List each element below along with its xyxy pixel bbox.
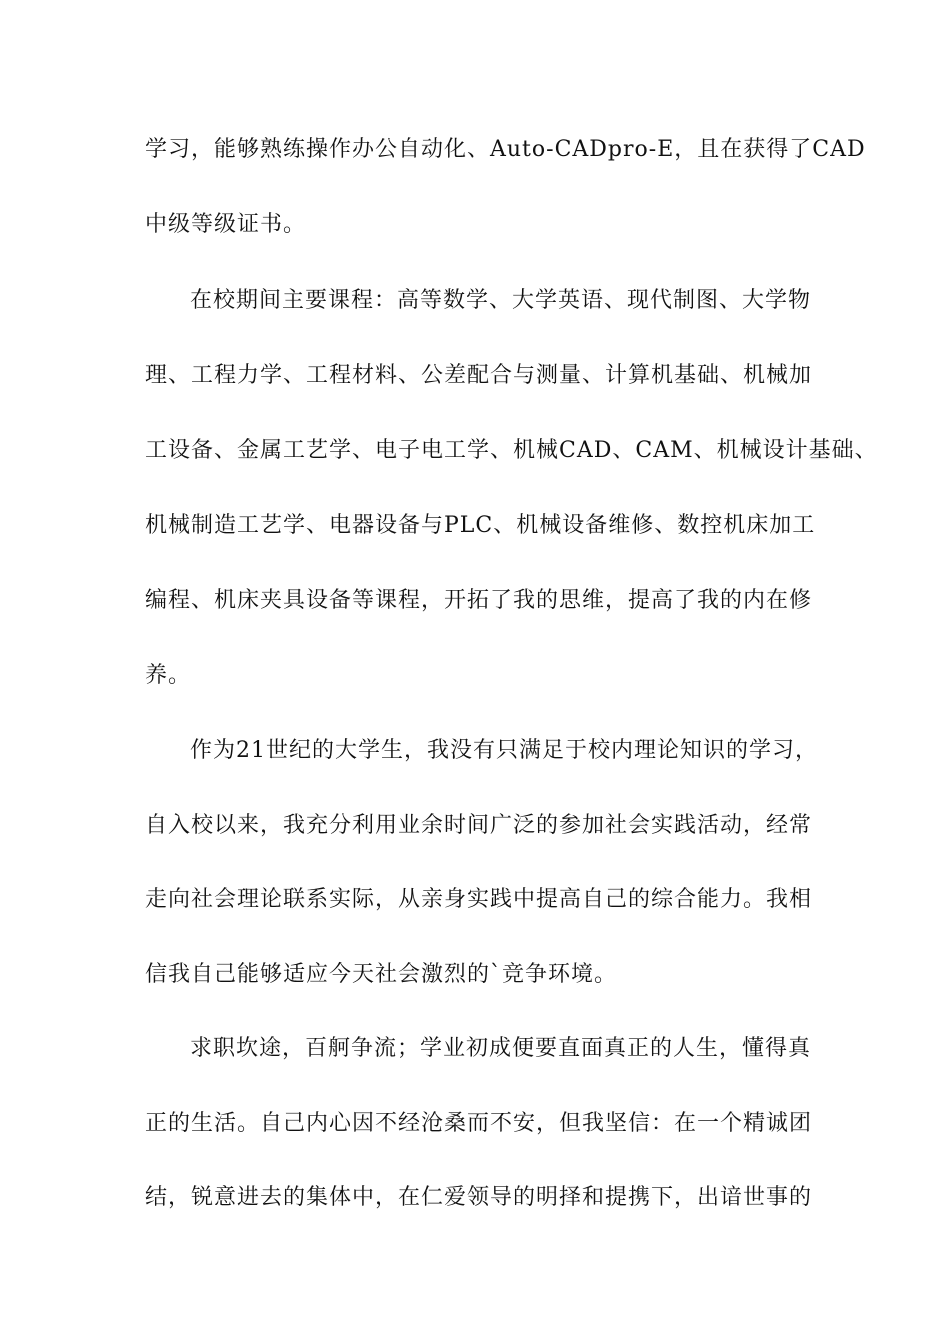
text-line-6: 机械制造工艺学、电器设备与PLC、机械设备维修、数控机床加工 (145, 513, 816, 538)
text-line-14: 正的生活。自己内心因不经沧桑而不安，但我坚信：在一个精诚团 (145, 1111, 813, 1136)
text-line-3: 在校期间主要课程：高等数学、大学英语、现代制图、大学物 (190, 288, 812, 313)
text-line-4: 理、工程力学、工程材料、公差配合与测量、计算机基础、机械加 (145, 363, 813, 388)
text-line-12: 信我自己能够适应今天社会激烈的`竞争环境。 (145, 962, 618, 987)
text-line-7: 编程、机床夹具设备等课程，开拓了我的思维，提高了我的内在修 (145, 588, 813, 613)
text-line-11: 走向社会理论联系实际，从亲身实践中提高自己的综合能力。我相 (145, 887, 813, 912)
text-line-8: 养。 (145, 663, 192, 688)
text-line-9: 作为21世纪的大学生，我没有只满足于校内理论知识的学习， (190, 738, 818, 763)
text-line-10: 自入校以来，我充分利用业余时间广泛的参加社会实践活动，经常 (145, 813, 813, 838)
text-line-2: 中级等级证书。 (145, 212, 307, 237)
text-line-5: 工设备、金属工艺学、电子电工学、机械CAD、CAM、机械设计基础、 (145, 438, 878, 463)
text-line-15: 结，锐意进去的集体中，在仁爱领导的明择和提携下，出谙世事的 (145, 1185, 813, 1210)
text-line-13: 求职坎途，百舸争流；学业初成便要直面真正的人生，懂得真 (190, 1036, 812, 1061)
text-line-1: 学习，能够熟练操作办公自动化、Auto-CADpro-E，且在获得了CAD (145, 137, 866, 162)
